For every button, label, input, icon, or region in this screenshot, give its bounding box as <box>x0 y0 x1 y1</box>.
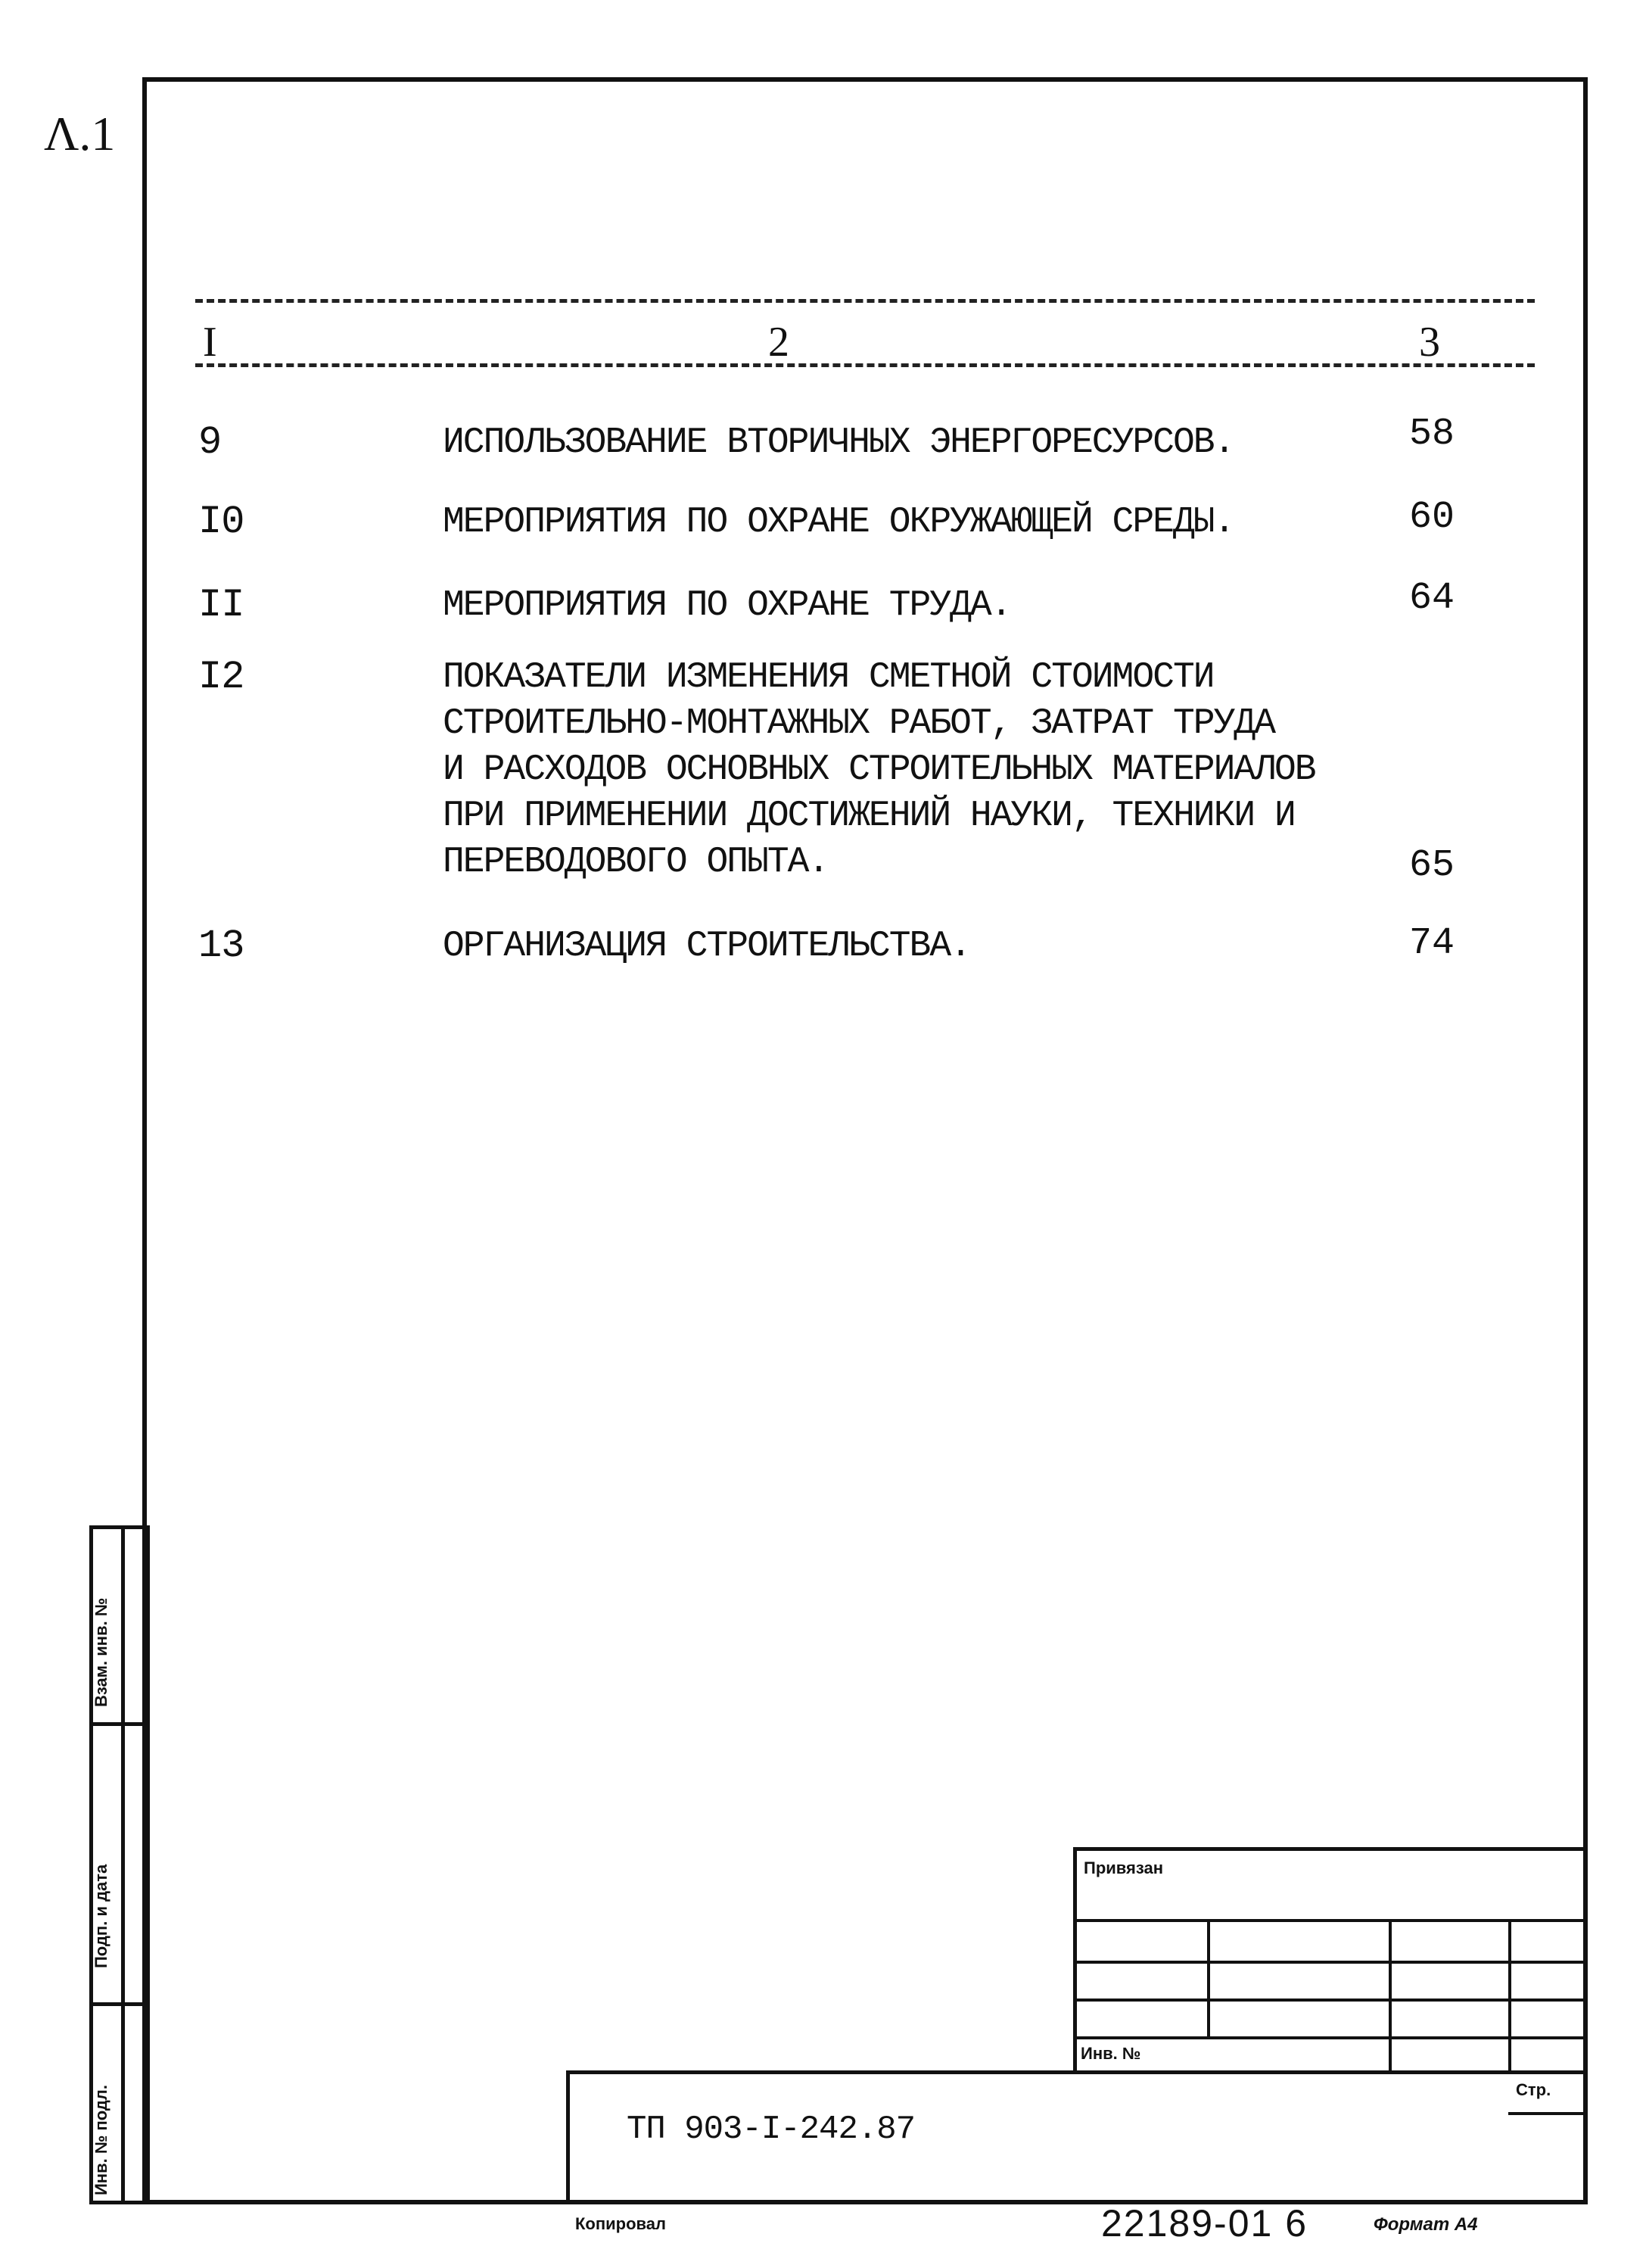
page-number: 74 <box>1409 922 1455 965</box>
page-label: Стр. <box>1516 2080 1551 2099</box>
column-number-3: 3 <box>1419 319 1440 366</box>
section-title: ОРГАНИЗАЦИЯ СТРОИТЕЛЬСТВА. <box>443 926 970 967</box>
section-title: МЕРОПРИЯТИЯ ПО ОХРАНЕ ОКРУЖАЮЩЕЙ СРЕДЫ. <box>443 502 1234 543</box>
header-rule-bottom <box>195 363 1535 367</box>
sheet-mark: Λ.1 <box>44 107 116 160</box>
drawing-frame <box>142 77 1588 2204</box>
page-number: 65 <box>1409 844 1455 887</box>
header-rule-top <box>195 299 1535 303</box>
section-number: 9 <box>198 420 222 465</box>
archive-number: 22189-01 6 <box>1101 2202 1308 2245</box>
format-label: Формат А4 <box>1374 2214 1478 2235</box>
document-code: ТП 903-I-242.87 <box>627 2111 916 2148</box>
bound-label: Привязан <box>1084 1858 1164 1877</box>
copied-by-label: Копировал <box>575 2214 667 2233</box>
replaced-inv-label: Взам. инв. № <box>92 1597 110 1707</box>
page-number: 64 <box>1409 577 1455 620</box>
column-number-1: I <box>203 319 217 366</box>
column-number-2: 2 <box>768 319 789 366</box>
section-title: ПОКАЗАТЕЛИ ИЗМЕНЕНИЯ СМЕТНОЙ СТОИМОСТИ СТРОИТЕЛЬНО-МОНТАЖНЫХ РАБОТ, ЗАТРАТ ТРУДА И РАСХОДОВ ОСНОВНЫХ СТРОИТЕЛЬНЫХ МАТЕРИАЛОВ ПРИ ПРИМЕНЕНИИ ДОСТИЖЕНИЙ НАУКИ, ТЕХНИКИ И ПЕРЕВОДОВОГО ОПЫТА. <box>443 657 1315 883</box>
stamp-divider <box>93 2002 146 2006</box>
section-number: II <box>198 583 244 628</box>
section-number: I2 <box>198 655 244 699</box>
section-number: I0 <box>198 500 244 544</box>
signature-date-label: Подп. и дата <box>92 1864 110 1968</box>
inv-no-label: Инв. № <box>1081 2044 1141 2063</box>
page-number: 60 <box>1409 496 1455 539</box>
section-title: ИСПОЛЬЗОВАНИЕ ВТОРИЧНЫХ ЭНЕРГОРЕСУРСОВ. <box>443 422 1234 463</box>
section-title: МЕРОПРИЯТИЯ ПО ОХРАНЕ ТРУДА. <box>443 585 1011 626</box>
stamp-divider <box>93 1722 146 1726</box>
section-number: 13 <box>198 924 244 968</box>
page-number: 58 <box>1409 413 1455 456</box>
original-inv-label: Инв. № подл. <box>92 2085 110 2195</box>
